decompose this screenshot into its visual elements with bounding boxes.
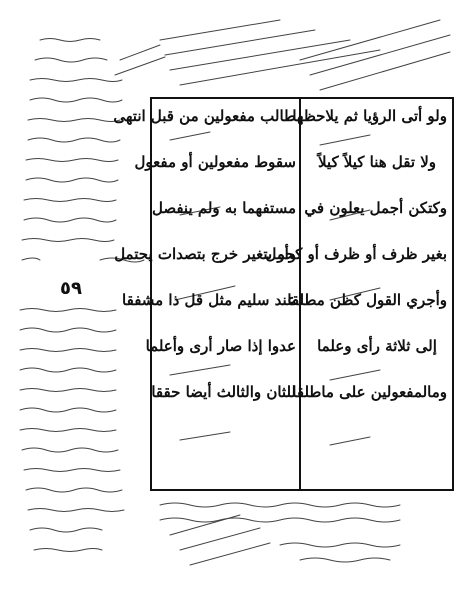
verse-line: وأجري القول كظن مطلقا xyxy=(287,291,447,309)
verse-line: وأو بتغير خرج بتصدات يحتمل xyxy=(114,245,296,263)
verse-column-right xyxy=(265,107,447,429)
verse-line: عدوا إذا صار أرى وأعلما xyxy=(145,337,296,355)
verse-line: سقوط مفعولين أو مفعول xyxy=(134,153,296,171)
verse-line: ولو أتى الرؤيا ثم يلاحظها xyxy=(292,107,447,125)
verse-frame xyxy=(113,97,454,491)
verse-line: ومالمفعولين على ماطلقا xyxy=(292,383,447,401)
verse-line: إلى ثلاثة رأى وعلما xyxy=(317,337,437,355)
verse-line: للثان والثالث أيضا حققا xyxy=(151,383,296,401)
verse-line: عند سليم مثل قل ذا مشفقا xyxy=(122,291,296,309)
verse-line: طالب مفعولين من قبل انتهى xyxy=(113,107,296,125)
verse-line: ولا تقل هنا كيلاً كيلاً xyxy=(317,153,437,171)
verse-line: وكتكن أجمل يعلون في xyxy=(304,199,447,217)
page-number: ٥٩ xyxy=(60,278,82,299)
verse-line: مستفهما به ولم ينفصل xyxy=(151,199,296,217)
verse-column-left xyxy=(113,107,296,429)
verse-line: بغير ظرف أو ظرف أو كحمل xyxy=(265,245,447,263)
